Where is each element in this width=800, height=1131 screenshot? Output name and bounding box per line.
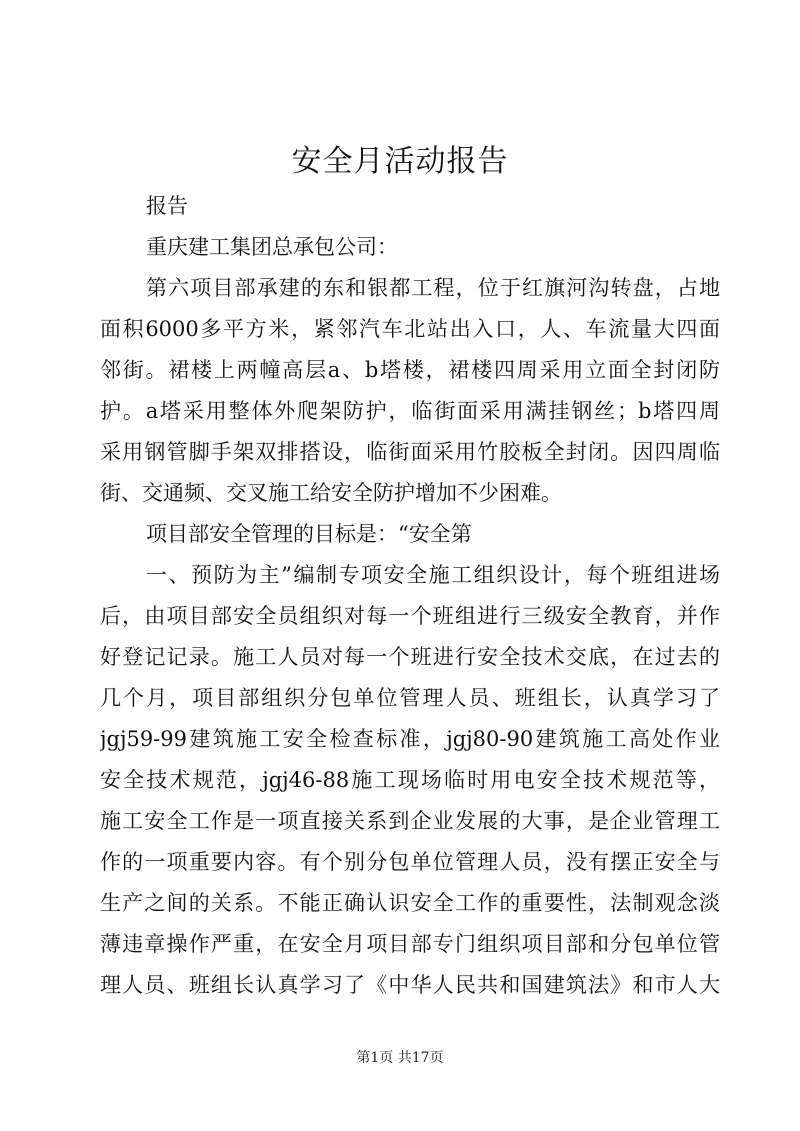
body-line-addressee: 重庆建工集团总承包公司： [146, 235, 398, 259]
body-line: 安全技术规范，jgj46-88施工现场临时用电安全技术规范等， [100, 768, 720, 792]
body-line: 薄违章操作严重，在安全月项目部专门组织项目部和分包单位管 [100, 932, 720, 956]
document-title: 安全月活动报告 [291, 144, 509, 179]
body-line: jgj59-99建筑施工安全检查标准，jgj80-90建筑施工高处作业 [100, 727, 720, 751]
body-line: 街、交通频、交叉施工给安全防护增加不少困难。 [100, 481, 562, 505]
document-body [100, 186, 720, 1006]
body-line: 理人员、班组长认真学习了《中华人民共和国建筑法》和市人大 [100, 973, 720, 997]
body-line: 项目部安全管理的目标是：“安全第 [146, 522, 472, 546]
body-line: 几个月，项目部组织分包单位管理人员、班组长，认真学习了 [100, 686, 720, 710]
body-line: 第六项目部承建的东和银都工程，位于红旗河沟转盘，占地 [146, 276, 720, 300]
body-line: 护。a塔采用整体外爬架防护，临街面采用满挂钢丝；b塔四周 [100, 399, 720, 423]
page-footer: 第1页 共17页 [356, 1050, 444, 1066]
body-line: 施工安全工作是一项直接关系到企业发展的大事，是企业管理工 [100, 809, 720, 833]
body-line: 邻街。裙楼上两幢高层a、b塔楼，裙楼四周采用立面全封闭防 [100, 358, 720, 382]
body-line: 作的一项重要内容。有个别分包单位管理人员，没有摆正安全与 [100, 850, 720, 874]
body-line: 好登记记录。施工人员对每一个班进行安全技术交底，在过去的 [100, 645, 720, 669]
body-line: 采用钢管脚手架双排搭设，临街面采用竹胶板全封闭。因四周临 [100, 440, 720, 464]
body-line: 一、预防为主”编制专项安全施工组织设计，每个班组进场 [146, 563, 720, 587]
body-line: 面积6000多平方米，紧邻汽车北站出入口，人、车流量大四面 [100, 317, 720, 341]
body-line-salutation-heading: 报告 [146, 194, 188, 218]
body-line: 生产之间的关系。不能正确认识安全工作的重要性，法制观念淡 [100, 891, 720, 915]
body-line: 后，由项目部安全员组织对每一个班组进行三级安全教育，并作 [100, 604, 720, 628]
